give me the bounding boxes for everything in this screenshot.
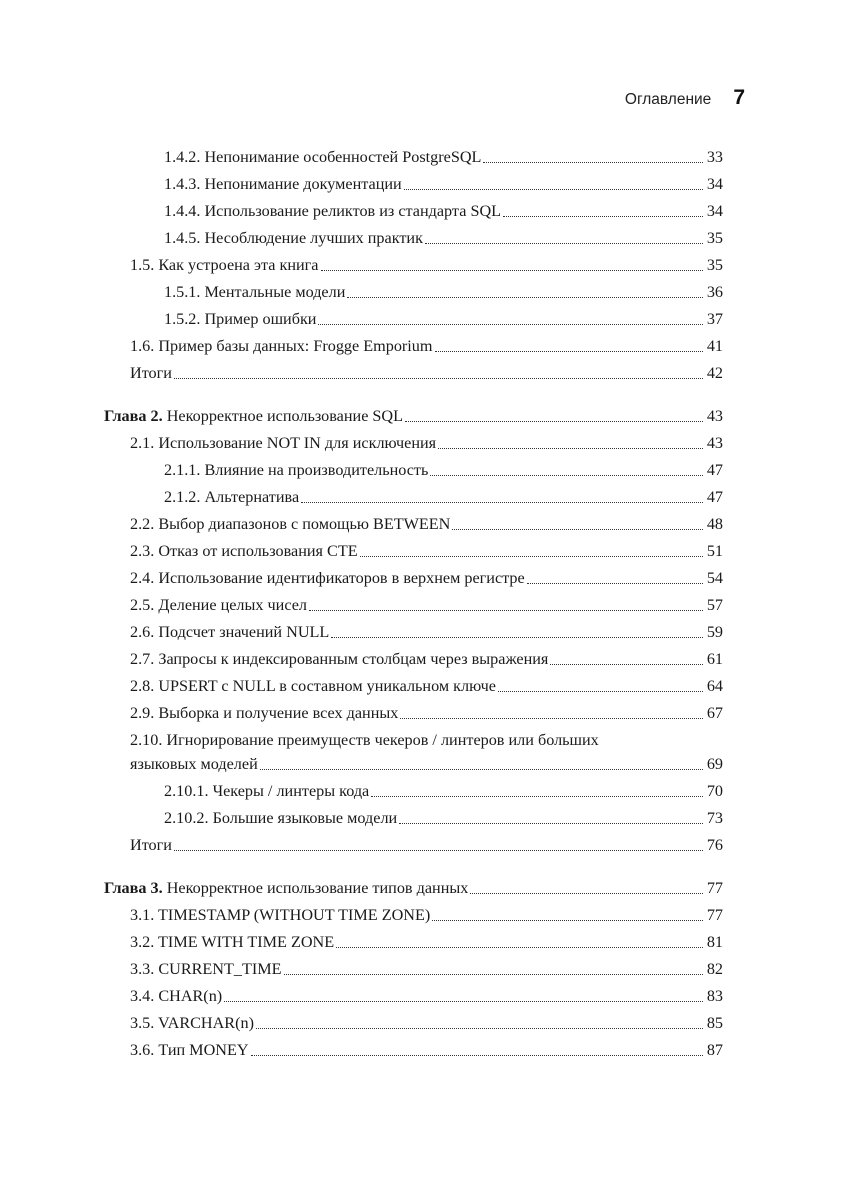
- page-number: 7: [733, 86, 745, 109]
- toc-entry-2-5[interactable]: 2.5. Деление целых чисел 57: [130, 596, 723, 614]
- toc-chapter-3[interactable]: Глава 3. Некорректное использование типов данных 77: [104, 879, 723, 897]
- toc-entry-1-5[interactable]: 1.5. Как устроена эта книга 35: [130, 256, 723, 274]
- toc-entry-3-4[interactable]: 3.4. CHAR(n) 83: [130, 987, 723, 1005]
- toc-entry-summary-2[interactable]: Итоги 76: [130, 836, 723, 854]
- header-title: Оглавление: [624, 91, 712, 108]
- toc-entry-2-2[interactable]: 2.2. Выбор диапазонов с помощью BETWEEN 48: [130, 515, 723, 533]
- toc-entry-3-3[interactable]: 3.3. CURRENT_TIME 82: [130, 960, 723, 978]
- toc-entry-1-4-2[interactable]: 1.4.2. Непонимание особенностей PostgreSQL 33: [164, 148, 723, 166]
- chapter-prefix: Глава 2.: [104, 407, 163, 425]
- toc-entry-2-3[interactable]: 2.3. Отказ от использования CTE 51: [130, 542, 723, 560]
- toc-entry-2-10-2[interactable]: 2.10.2. Большие языковые модели 73: [164, 809, 723, 827]
- toc-entry-1-6[interactable]: 1.6. Пример базы данных: Frogge Emporium 41: [130, 337, 723, 355]
- toc-entry-2-10[interactable]: языковых моделей 69: [130, 755, 723, 773]
- toc-entry-2-6[interactable]: 2.6. Подсчет значений NULL 59: [130, 623, 723, 641]
- toc-entry-2-1-2[interactable]: 2.1.2. Альтернатива 47: [164, 488, 723, 506]
- toc-entry-2-9[interactable]: 2.9. Выборка и получение всех данных 67: [130, 704, 723, 722]
- toc-entry-2-7[interactable]: 2.7. Запросы к индексированным столбцам через выражения 61: [130, 650, 723, 668]
- toc-entry-3-1[interactable]: 3.1. TIMESTAMP (WITHOUT TIME ZONE) 77: [130, 906, 723, 924]
- toc-entry-summary-1[interactable]: Итоги 42: [130, 364, 723, 382]
- toc-chapter-2[interactable]: Глава 2. Некорректное использование SQL 43: [104, 407, 723, 425]
- chapter-prefix: Глава 3.: [104, 879, 163, 897]
- toc-entry-3-2[interactable]: 3.2. TIME WITH TIME ZONE 81: [130, 933, 723, 951]
- toc-entry-3-6[interactable]: 3.6. Тип MONEY 87: [130, 1041, 723, 1059]
- toc-entry-2-8[interactable]: 2.8. UPSERT с NULL в составном уникальном ключе 64: [130, 677, 723, 695]
- toc-entry-2-4[interactable]: 2.4. Использование идентификаторов в верхнем регистре 54: [130, 569, 723, 587]
- toc-entry-1-4-5[interactable]: 1.4.5. Несоблюдение лучших практик 35: [164, 229, 723, 247]
- toc-entry-2-10-line1[interactable]: 2.10. Игнорирование преимуществ чекеров / линтеров или больших: [130, 731, 599, 749]
- toc-entry-2-1[interactable]: 2.1. Использование NOT IN для исключения 43: [130, 434, 723, 452]
- toc-entry-3-5[interactable]: 3.5. VARCHAR(n) 85: [130, 1014, 723, 1032]
- toc-entry-2-1-1[interactable]: 2.1.1. Влияние на производительность 47: [164, 461, 723, 479]
- toc-entry-1-4-4[interactable]: 1.4.4. Использование реликтов из стандарта SQL 34: [164, 202, 723, 220]
- toc-entry-1-5-2[interactable]: 1.5.2. Пример ошибки 37: [164, 310, 723, 328]
- toc-entry-1-4-3[interactable]: 1.4.3. Непонимание документации 34: [164, 175, 723, 193]
- toc-entry-1-5-1[interactable]: 1.5.1. Ментальные модели 36: [164, 283, 723, 301]
- toc-entry-2-10-1[interactable]: 2.10.1. Чекеры / линтеры кода 70: [164, 782, 723, 800]
